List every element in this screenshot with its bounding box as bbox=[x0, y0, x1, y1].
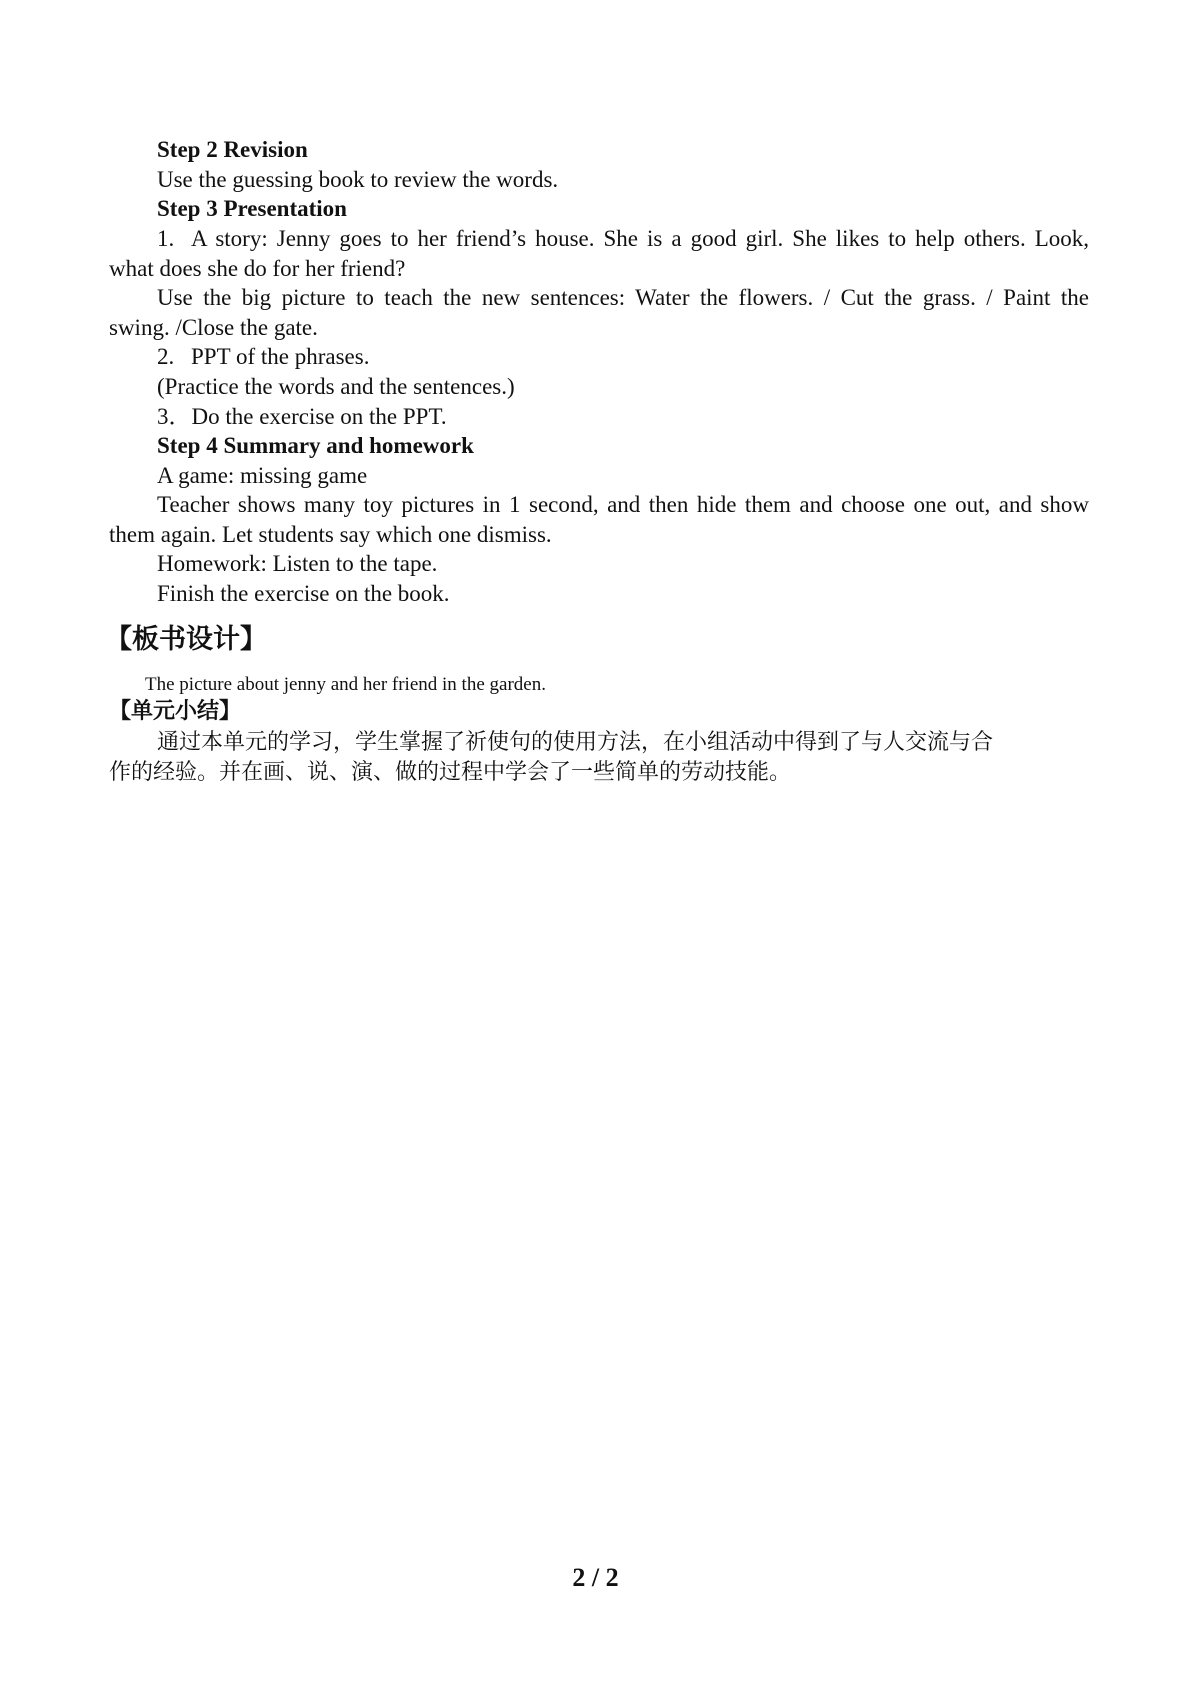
homework-text: Homework: Listen to the tape. bbox=[157, 551, 438, 576]
item3-text: Do the exercise on the PPT. bbox=[191, 404, 447, 429]
big-picture-line1: Use the big picture to teach the new sentences: Water the flowers. / Cut the grass. / Paint the bbox=[157, 285, 1089, 310]
item2-line bbox=[157, 341, 1089, 373]
game-text: A game: missing game bbox=[157, 463, 368, 488]
big-picture-line2: swing. /Close the gate. bbox=[109, 315, 318, 340]
step3-heading: Step 3 Presentation bbox=[157, 196, 347, 221]
item1-line2: what does she do for her friend? bbox=[109, 256, 406, 281]
unit-summary-line1: 通过本单元的学习，学生掌握了祈使句的使用方法，在小组活动中得到了与人交流与合 bbox=[157, 730, 994, 755]
item1-number: 1. bbox=[157, 226, 175, 251]
teacher-line2: them again. Let students say which one dismiss. bbox=[109, 522, 552, 547]
practice-text: (Practice the words and the sentences.) bbox=[157, 374, 515, 399]
step2-heading: Step 2 Revision bbox=[157, 137, 308, 162]
item2-text: PPT of the phrases. bbox=[191, 344, 370, 369]
step4-heading: Step 4 Summary and homework bbox=[157, 433, 474, 458]
item2-number: 2. bbox=[157, 344, 175, 369]
unit-summary-heading: 【单元小结】 bbox=[109, 699, 242, 724]
item3-line bbox=[157, 401, 1089, 433]
item3-number: 3． bbox=[157, 404, 192, 429]
finish-text: Finish the exercise on the book. bbox=[157, 581, 450, 606]
step2-text: Use the guessing book to review the words. bbox=[157, 167, 559, 192]
page-number: 2 / 2 bbox=[572, 1563, 619, 1592]
unit-summary-line2: 作的经验。并在画、说、演、做的过程中学会了一些简单的劳动技能。 bbox=[109, 760, 792, 785]
board-design-text: The picture about jenny and her friend in the garden. bbox=[145, 674, 546, 695]
board-design-heading: 【板书设计】 bbox=[105, 624, 267, 655]
item1-text: A story: Jenny goes to her friend’s house. She is a good girl. She likes to help others. Look, bbox=[191, 226, 1089, 251]
item1-line1 bbox=[157, 223, 1089, 255]
teacher-line1: Teacher shows many toy pictures in 1 second, and then hide them and choose one out, and show bbox=[157, 492, 1089, 517]
